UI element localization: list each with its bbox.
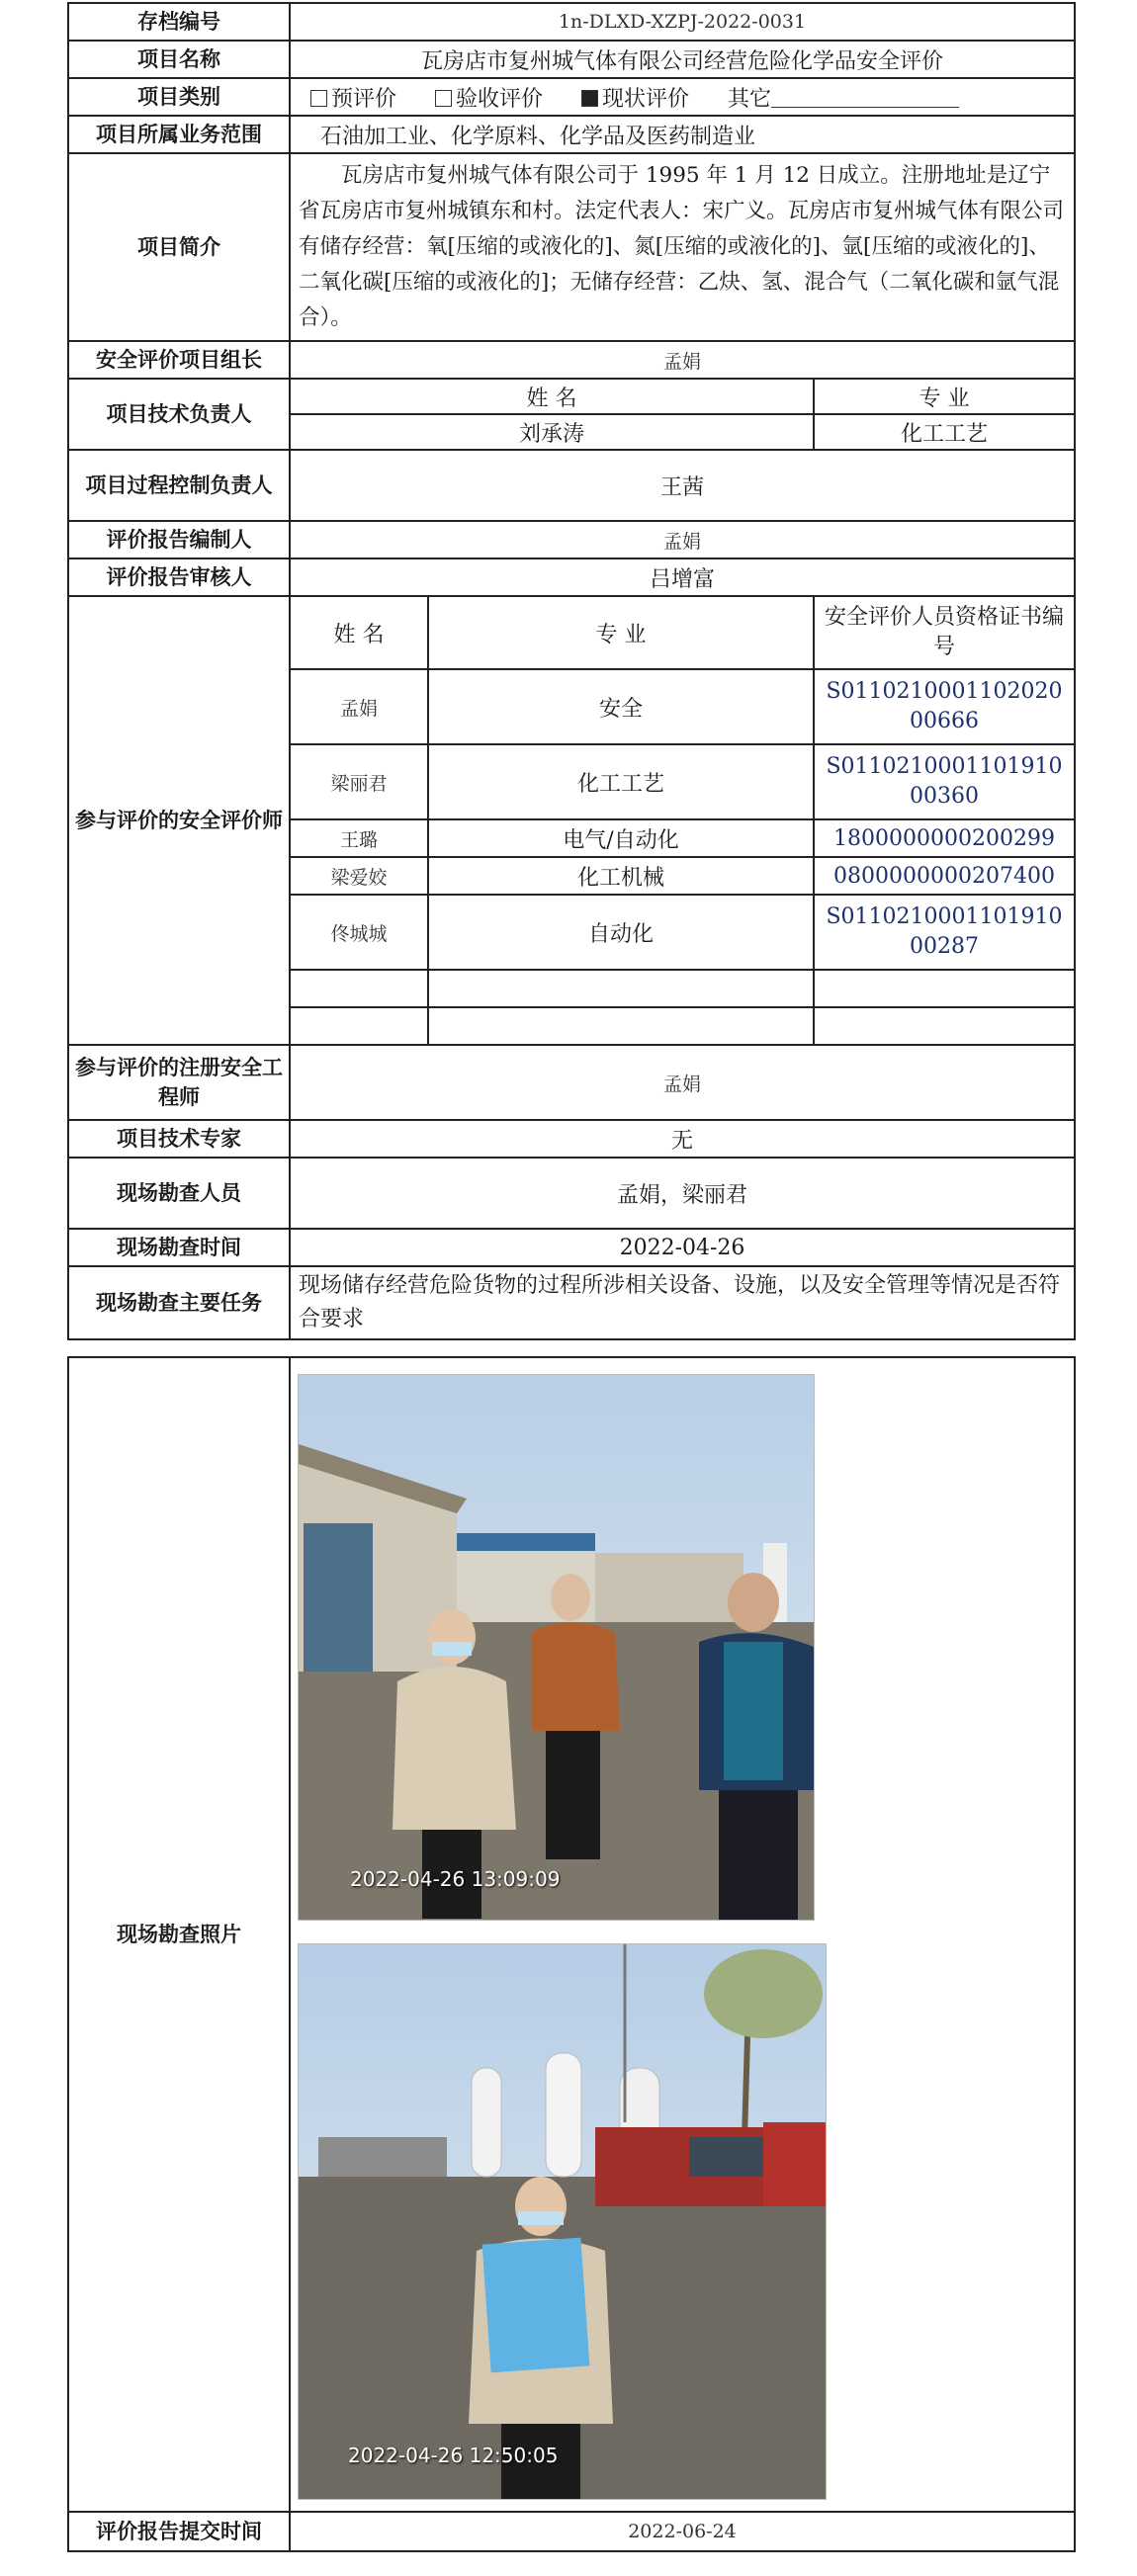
category-options [290,78,1075,116]
checkbox-icon [435,90,452,107]
expert: 无 [290,1120,1075,1158]
scope-label: 项目所属业务范围 [68,116,290,153]
site-photo-2 [298,1943,827,2500]
category-other: 其它 [728,87,959,112]
submit-time: 2022-06-24 [290,2512,1075,2551]
tech-lead-major: 化工工艺 [814,414,1075,450]
expert-label: 项目技术专家 [68,1120,290,1158]
category-status-eval: 现状评价 [581,82,689,113]
assessor-cert: 1800000000200299 [814,819,1075,857]
assessor-name: 王璐 [290,819,428,857]
assessor-major: 化工工艺 [428,744,814,819]
leader-label: 安全评价项目组长 [68,341,290,379]
assessor-name: 佟城城 [290,895,428,970]
checkbox-icon [310,90,327,107]
assessor-major: 安全 [428,669,814,744]
archive-no: 1n-DLXD-XZPJ-2022-0031 [290,3,1075,41]
tech-lead-name: 刘承涛 [290,414,814,450]
project-name: 瓦房店市复州城气体有限公司经营危险化学品安全评价 [290,41,1075,78]
assessor-name: 孟娟 [290,669,428,744]
site-photo-1 [298,1374,815,1921]
intro: 瓦房店市复州城气体有限公司于 1995 年 1 月 12 日成立。注册地址是辽宁省瓦房店市复州城镇东和村。法定代表人：宋广义。瓦房店市复州城气体有限公司有储存经营：氧[压缩的或液化的]、氮[压缩的或液化的]、氩[压缩的或液化的]、二氧化碳[压缩的或液化的]；无储存经营：乙炔、氢、混合气（二氧化碳和氩气混合）。 [290,153,1075,341]
survey-people: 孟娟，梁丽君 [290,1158,1075,1229]
assessor-major: 电气/自动化 [428,819,814,857]
assessor-name-header: 姓 名 [290,596,428,669]
assessor-major: 自动化 [428,895,814,970]
writer: 孟娟 [290,521,1075,558]
leader: 孟娟 [290,341,1075,379]
assessor-name: 梁丽君 [290,744,428,819]
photo-1-timestamp: 2022-04-26 13:09:09 [350,1867,561,1891]
survey-time-label: 现场勘查时间 [68,1229,290,1266]
engineer: 孟娟 [290,1045,1075,1120]
archive-no-label: 存档编号 [68,3,290,41]
assessor-cert: S011021000110191000360 [814,744,1075,819]
scope: 石油加工业、化学原料、化学品及医药制造业 [290,116,1075,153]
intro-label: 项目简介 [68,153,290,341]
assessor-major-header: 专 业 [428,596,814,669]
photos-label: 现场勘查照片 [68,1357,290,2512]
survey-task: 现场储存经营危险货物的过程所涉相关设备、设施，以及安全管理等情况是否符合要求 [290,1266,1075,1339]
tech-lead-name-header: 姓 名 [290,379,814,414]
assessor-name: 梁爱姣 [290,857,428,895]
assessor-cert: S011021000110202000666 [814,669,1075,744]
category-acceptance-eval: 验收评价 [435,82,543,113]
submit-label: 评价报告提交时间 [68,2512,290,2551]
photo-2-timestamp: 2022-04-26 12:50:05 [348,2444,559,2467]
info-table-top [67,2,1076,1340]
assessor-major: 化工机械 [428,857,814,895]
checkbox-checked-icon [581,90,598,107]
tech-lead-label: 项目技术负责人 [68,379,290,450]
engineer-label: 参与评价的注册安全工程师 [68,1045,290,1120]
assessors-label: 参与评价的安全评价师 [68,596,290,1045]
survey-people-label: 现场勘查人员 [68,1158,290,1229]
assessor-cert: 0800000000207400 [814,857,1075,895]
assessor-cert-header: 安全评价人员资格证书编号 [814,596,1075,669]
survey-time: 2022-04-26 [290,1229,1075,1266]
reviewer: 吕增富 [290,558,1075,596]
category-pre-eval: 预评价 [310,82,396,113]
writer-label: 评价报告编制人 [68,521,290,558]
site-photo-2-image [299,1944,826,2499]
site-photo-1-image [299,1375,814,1920]
assessor-cert: S011021000110191000287 [814,895,1075,970]
reviewer-label: 评价报告审核人 [68,558,290,596]
process: 王茜 [290,450,1075,521]
process-label: 项目过程控制负责人 [68,450,290,521]
category-label: 项目类别 [68,78,290,116]
tech-lead-major-header: 专 业 [814,379,1075,414]
project-name-label: 项目名称 [68,41,290,78]
survey-task-label: 现场勘查主要任务 [68,1266,290,1339]
